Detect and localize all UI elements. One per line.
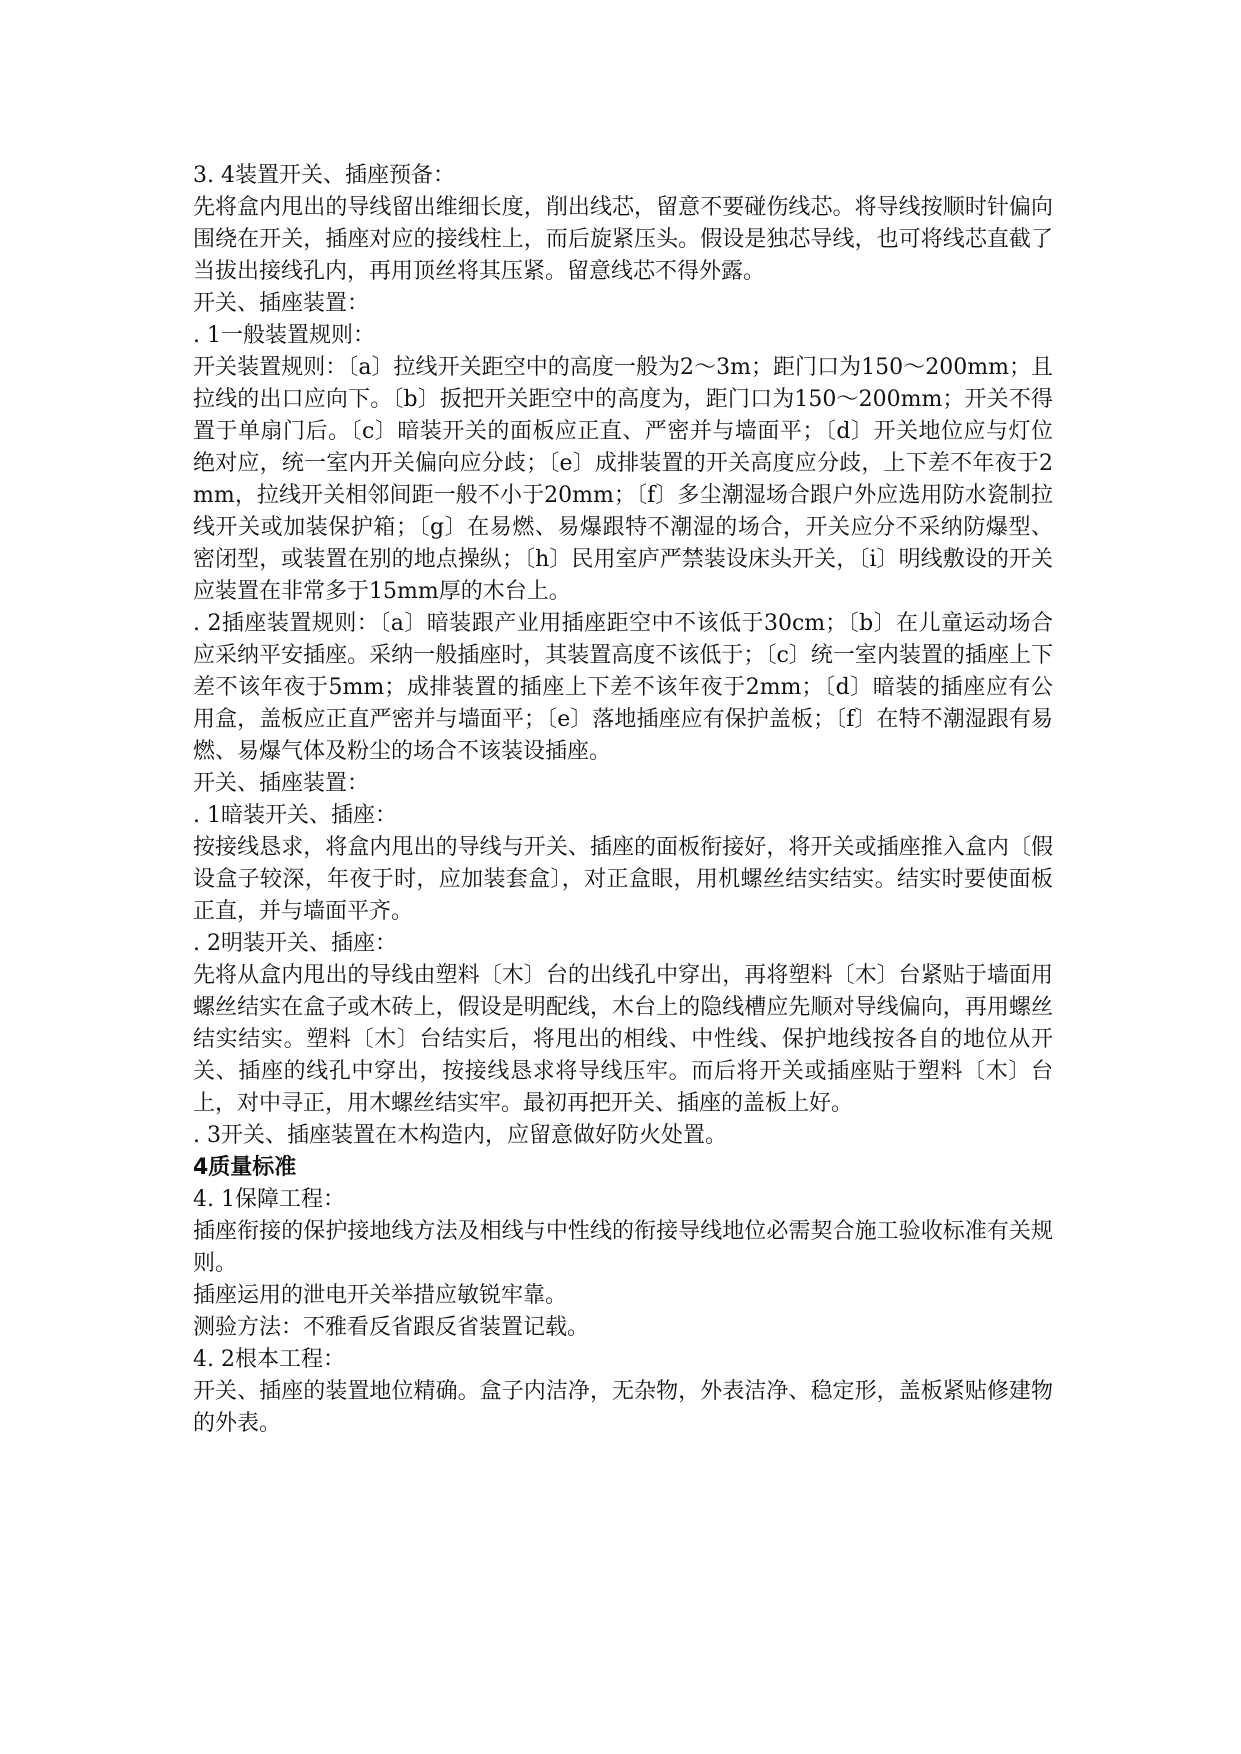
- section-heading-installation: 开关、插座装置：: [193, 291, 370, 316]
- paragraph-wire-preparation: 先将盒内甩出的导线留出维细长度，削出线芯，留意不要碰伤线芯。将导线按顺时针偏向围绕在开关，插座对应的接线柱上，而后旋紧压头。假设是独芯导线，也可将线芯直截了当拔出接线孔内，再用顶丝将其压紧。留意线芯不得外露。: [193, 195, 1053, 284]
- section-heading-installation-2: 开关、插座装置：: [193, 771, 370, 796]
- subsection-heading-basic: 4. 2根本工程：: [193, 1347, 345, 1372]
- subsection-heading-guarantee: 4. 1保障工程：: [193, 1187, 345, 1212]
- subsection-heading-concealed: . 1暗装开关、插座：: [193, 803, 397, 828]
- paragraph-leakage-switch: 插座运用的泄电开关举措应敏锐牢靠。: [193, 1283, 568, 1308]
- paragraph-installation-position: 开关、插座的装置地位精确。盒子内洁净，无杂物，外表洁净、稳定形，盖板紧贴修建物的外表。: [193, 1379, 1053, 1436]
- document-body: [193, 160, 1053, 1440]
- paragraph-surface-install: 先将从盒内甩出的导线由塑料〔木〕台的出线孔中穿出，再将塑料〔木〕台紧贴于墙面用螺丝结实在盒子或木砖上，假设是明配线，木台上的隐线槽应先顺对导线偏向，再用螺丝结实结实。塑料〔木〕台结实后，将甩出的相线、中性线、保护地线按各自的地位从开关、插座的线孔中穿出，按接线恳求将导线压牢。而后将开关或插座贴于塑料〔木〕台上，对中寻正，用木螺丝结实牢。最初再把开关、插座的盖板上好。: [193, 963, 1053, 1116]
- section-heading-quality-standard: 4质量标准: [193, 1155, 297, 1180]
- subsection-heading-surface: . 2明装开关、插座：: [193, 931, 397, 956]
- section-heading-3-4: 3. 4装置开关、插座预备：: [193, 163, 455, 188]
- paragraph-grounding: 插座衔接的保护接地线方法及相线与中性线的衔接导线地位必需契合施工验收标准有关规则。: [193, 1219, 1053, 1276]
- subsection-heading-general-rules: . 1一般装置规则：: [193, 323, 375, 348]
- paragraph-test-method: 测验方法：不雅看反省跟反省装置记载。: [193, 1315, 590, 1340]
- paragraph-fire-prevention: . 3开关、插座装置在木构造内，应留意做好防火处置。: [193, 1123, 727, 1148]
- paragraph-switch-rules: 开关装置规则：〔a〕拉线开关距空中的高度一般为2～3m；距门口为150～200mm；且拉线的出口应向下。〔b〕扳把开关距空中的高度为，距门口为150～200mm；开关不得置于单扇门后。〔c〕暗装开关的面板应正直、严密并与墙面平；〔d〕开关地位应与灯位绝对应，统一室内开关偏向应分歧；〔e〕成排装置的开关高度应分歧，上下差不年夜于2mm，拉线开关相邻间距一般不小于20mm；〔f〕多尘潮湿场合跟户外应选用防水瓷制拉线开关或加装保护箱；〔g〕在易燃、易爆跟特不潮湿的场合，开关应分不采纳防爆型、密闭型，或装置在别的地点操纵；〔h〕民用室庐严禁装设床头开关，〔i〕明线敷设的开关应装置在非常多于15mm厚的木台上。: [193, 355, 1053, 604]
- paragraph-socket-rules: . 2插座装置规则：〔a〕暗装跟产业用插座距空中不该低于30cm；〔b〕在儿童运动场合应采纳平安插座。采纳一般插座时，其装置高度不该低于；〔c〕统一室内装置的插座上下差不该年夜于5mm；成排装置的插座上下差不该年夜于2mm；〔d〕暗装的插座应有公用盒，盖板应正直严密并与墙面平；〔e〕落地插座应有保护盖板；〔f〕在特不潮湿跟有易燃、易爆气体及粉尘的场合不该装设插座。: [193, 611, 1053, 764]
- paragraph-concealed-install: 按接线恳求，将盒内甩出的导线与开关、插座的面板衔接好，将开关或插座推入盒内〔假设盒子较深，年夜于时，应加装套盒〕，对正盒眼，用机螺丝结实结实。结实时要使面板正直，并与墙面平齐。: [193, 835, 1053, 924]
